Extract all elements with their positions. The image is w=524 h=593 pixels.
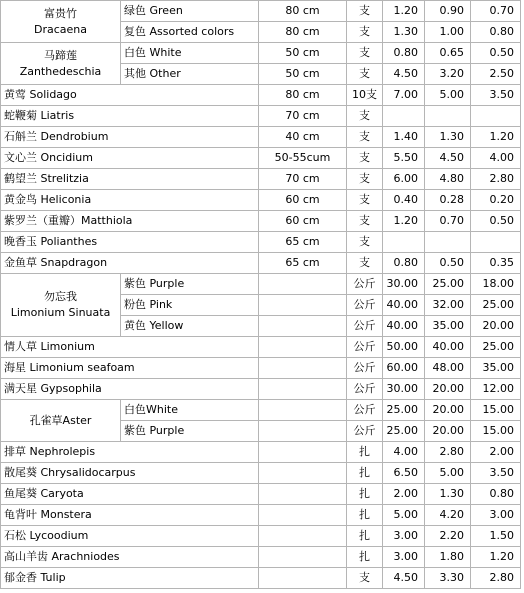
price-grade-2-cell	[425, 232, 471, 253]
stem-length-cell: 60 cm	[259, 190, 347, 211]
stem-length-cell	[259, 379, 347, 400]
price-grade-3-cell: 12.00	[471, 379, 521, 400]
stem-length-cell	[259, 337, 347, 358]
table-row	[1, 400, 521, 421]
price-grade-2-cell: 20.00	[425, 400, 471, 421]
price-grade-1-cell: 25.00	[383, 400, 425, 421]
price-grade-2-cell: 3.20	[425, 64, 471, 85]
table-row	[1, 190, 521, 211]
price-grade-2-cell: 48.00	[425, 358, 471, 379]
flower-name-cell: 散尾葵 Chrysalidocarpus	[1, 463, 259, 484]
price-grade-1-cell: 1.30	[383, 22, 425, 43]
price-grade-3-cell: 0.80	[471, 22, 521, 43]
color-variant-cell: 白色 White	[121, 43, 259, 64]
price-grade-1-cell: 40.00	[383, 295, 425, 316]
flower-name-cell	[1, 274, 121, 337]
price-grade-3-cell: 3.50	[471, 463, 521, 484]
unit-cell: 扎	[347, 463, 383, 484]
price-grade-1-cell: 6.50	[383, 463, 425, 484]
flower-name-cell: 郁金香 Tulip	[1, 568, 259, 589]
price-grade-2-cell: 4.80	[425, 169, 471, 190]
flower-name-cell: 情人草 Limonium	[1, 337, 259, 358]
flower-chinese-name: 孔雀草Aster	[29, 413, 92, 427]
unit-cell: 支	[347, 148, 383, 169]
price-grade-1-cell: 40.00	[383, 316, 425, 337]
unit-cell: 支	[347, 1, 383, 22]
price-grade-3-cell	[471, 232, 521, 253]
unit-cell: 支	[347, 43, 383, 64]
price-grade-1-cell: 30.00	[383, 379, 425, 400]
price-grade-1-cell: 1.40	[383, 127, 425, 148]
price-grade-2-cell: 3.30	[425, 568, 471, 589]
price-grade-2-cell: 25.00	[425, 274, 471, 295]
unit-cell: 支	[347, 190, 383, 211]
flower-chinese-name: 马蹄莲	[44, 48, 77, 62]
color-variant-cell: 复色 Assorted colors	[121, 22, 259, 43]
unit-cell: 支	[347, 169, 383, 190]
price-grade-3-cell: 0.70	[471, 1, 521, 22]
flower-name-cell: 鱼尾葵 Caryota	[1, 484, 259, 505]
price-grade-1-cell: 50.00	[383, 337, 425, 358]
price-grade-2-cell: 4.20	[425, 505, 471, 526]
price-grade-3-cell: 20.00	[471, 316, 521, 337]
stem-length-cell: 40 cm	[259, 127, 347, 148]
price-grade-3-cell: 2.00	[471, 442, 521, 463]
unit-cell: 支	[347, 22, 383, 43]
flower-name-cell: 黄金鸟 Heliconia	[1, 190, 259, 211]
color-variant-cell: 紫色 Purple	[121, 421, 259, 442]
stem-length-cell	[259, 484, 347, 505]
price-grade-3-cell: 25.00	[471, 295, 521, 316]
stem-length-cell	[259, 568, 347, 589]
price-grade-1-cell: 4.50	[383, 568, 425, 589]
price-grade-3-cell: 3.50	[471, 85, 521, 106]
unit-cell: 扎	[347, 526, 383, 547]
price-grade-1-cell: 2.00	[383, 484, 425, 505]
price-grade-2-cell: 5.00	[425, 463, 471, 484]
price-grade-3-cell: 0.35	[471, 253, 521, 274]
table-row	[1, 505, 521, 526]
stem-length-cell	[259, 274, 347, 295]
color-variant-cell: 白色White	[121, 400, 259, 421]
price-grade-1-cell: 3.00	[383, 526, 425, 547]
flower-name-cell: 高山羊齿 Arachniodes	[1, 547, 259, 568]
price-grade-3-cell: 0.20	[471, 190, 521, 211]
stem-length-cell	[259, 463, 347, 484]
flower-name-cell: 蛇鞭菊 Liatris	[1, 106, 259, 127]
price-grade-2-cell: 4.50	[425, 148, 471, 169]
unit-cell: 支	[347, 253, 383, 274]
price-grade-1-cell: 0.40	[383, 190, 425, 211]
price-grade-1-cell: 4.00	[383, 442, 425, 463]
price-grade-2-cell: 2.20	[425, 526, 471, 547]
price-grade-1-cell: 3.00	[383, 547, 425, 568]
table-row	[1, 484, 521, 505]
flower-name-cell: 满天星 Gypsophila	[1, 379, 259, 400]
price-grade-2-cell: 0.65	[425, 43, 471, 64]
unit-cell: 支	[347, 568, 383, 589]
price-grade-2-cell: 1.30	[425, 484, 471, 505]
price-grade-1-cell: 25.00	[383, 421, 425, 442]
stem-length-cell	[259, 442, 347, 463]
stem-length-cell: 50 cm	[259, 64, 347, 85]
table-row	[1, 232, 521, 253]
price-grade-1-cell: 30.00	[383, 274, 425, 295]
table-row	[1, 106, 521, 127]
color-variant-cell: 绿色 Green	[121, 1, 259, 22]
flower-name-cell: 排草 Nephrolepis	[1, 442, 259, 463]
flower-name-cell: 紫罗兰（重瓣）Matthiola	[1, 211, 259, 232]
stem-length-cell	[259, 316, 347, 337]
stem-length-cell: 80 cm	[259, 22, 347, 43]
price-grade-3-cell: 2.80	[471, 568, 521, 589]
price-grade-1-cell: 6.00	[383, 169, 425, 190]
table-row	[1, 85, 521, 106]
stem-length-cell: 70 cm	[259, 169, 347, 190]
color-variant-cell: 粉色 Pink	[121, 295, 259, 316]
flower-name-cell: 石斛兰 Dendrobium	[1, 127, 259, 148]
stem-length-cell: 50-55cum	[259, 148, 347, 169]
flower-name-cell	[1, 1, 121, 43]
price-grade-3-cell: 35.00	[471, 358, 521, 379]
unit-cell: 扎	[347, 442, 383, 463]
flower-latin-name: Limonium Sinuata	[10, 306, 111, 319]
table-row	[1, 43, 521, 64]
unit-cell: 扎	[347, 505, 383, 526]
table-row	[1, 526, 521, 547]
unit-cell: 扎	[347, 484, 383, 505]
price-grade-3-cell: 4.00	[471, 148, 521, 169]
price-grade-1-cell: 4.50	[383, 64, 425, 85]
flower-chinese-name: 勿忘我	[44, 290, 77, 303]
color-variant-cell: 黄色 Yellow	[121, 316, 259, 337]
stem-length-cell	[259, 505, 347, 526]
stem-length-cell: 65 cm	[259, 232, 347, 253]
price-grade-1-cell	[383, 106, 425, 127]
table-row	[1, 379, 521, 400]
stem-length-cell	[259, 526, 347, 547]
unit-cell: 支	[347, 127, 383, 148]
flower-name-cell: 龟背叶 Monstera	[1, 505, 259, 526]
table-row	[1, 547, 521, 568]
price-grade-3-cell: 0.50	[471, 211, 521, 232]
flower-latin-name: Zanthedeschia	[19, 64, 102, 78]
stem-length-cell: 70 cm	[259, 106, 347, 127]
flower-name-cell	[1, 400, 121, 442]
unit-cell: 扎	[347, 547, 383, 568]
unit-cell: 公斤	[347, 358, 383, 379]
price-grade-2-cell: 2.80	[425, 442, 471, 463]
price-grade-3-cell: 18.00	[471, 274, 521, 295]
table-row	[1, 211, 521, 232]
price-grade-1-cell: 0.80	[383, 253, 425, 274]
price-grade-2-cell: 1.30	[425, 127, 471, 148]
table-row	[1, 1, 521, 22]
price-grade-3-cell: 1.20	[471, 547, 521, 568]
stem-length-cell	[259, 421, 347, 442]
unit-cell: 10支	[347, 85, 383, 106]
flower-name-cell: 石松 Lycoodium	[1, 526, 259, 547]
price-grade-1-cell: 5.50	[383, 148, 425, 169]
stem-length-cell	[259, 358, 347, 379]
unit-cell: 公斤	[347, 274, 383, 295]
unit-cell: 支	[347, 232, 383, 253]
price-grade-3-cell: 2.50	[471, 64, 521, 85]
unit-cell: 公斤	[347, 337, 383, 358]
price-grade-3-cell: 1.20	[471, 127, 521, 148]
stem-length-cell: 80 cm	[259, 85, 347, 106]
table-body	[1, 1, 521, 589]
price-grade-3-cell: 3.00	[471, 505, 521, 526]
unit-cell: 公斤	[347, 316, 383, 337]
price-grade-2-cell: 0.90	[425, 1, 471, 22]
price-grade-1-cell: 0.80	[383, 43, 425, 64]
price-grade-3-cell	[471, 106, 521, 127]
unit-cell: 公斤	[347, 421, 383, 442]
price-grade-2-cell: 0.70	[425, 211, 471, 232]
stem-length-cell	[259, 547, 347, 568]
stem-length-cell: 60 cm	[259, 211, 347, 232]
flower-name-cell: 文心兰 Oncidium	[1, 148, 259, 169]
color-variant-cell: 紫色 Purple	[121, 274, 259, 295]
table-row	[1, 442, 521, 463]
price-grade-2-cell: 1.00	[425, 22, 471, 43]
price-grade-3-cell: 1.50	[471, 526, 521, 547]
price-grade-2-cell: 0.50	[425, 253, 471, 274]
price-grade-3-cell: 15.00	[471, 421, 521, 442]
unit-cell: 支	[347, 64, 383, 85]
stem-length-cell: 65 cm	[259, 253, 347, 274]
unit-cell: 公斤	[347, 400, 383, 421]
stem-length-cell	[259, 295, 347, 316]
table-row	[1, 148, 521, 169]
unit-cell: 支	[347, 106, 383, 127]
table-row	[1, 274, 521, 295]
flower-name-cell: 金鱼草 Snapdragon	[1, 253, 259, 274]
flower-latin-name: Dracaena	[33, 22, 87, 36]
stem-length-cell	[259, 400, 347, 421]
price-grade-3-cell: 25.00	[471, 337, 521, 358]
color-variant-cell: 其他 Other	[121, 64, 259, 85]
table-row	[1, 463, 521, 484]
flower-name-cell: 晚香玉 Polianthes	[1, 232, 259, 253]
price-grade-2-cell: 35.00	[425, 316, 471, 337]
price-grade-1-cell: 1.20	[383, 211, 425, 232]
price-grade-2-cell: 32.00	[425, 295, 471, 316]
table-row	[1, 127, 521, 148]
price-grade-2-cell: 5.00	[425, 85, 471, 106]
price-grade-1-cell: 1.20	[383, 1, 425, 22]
price-grade-3-cell: 0.80	[471, 484, 521, 505]
flower-name-cell: 黄莺 Solidago	[1, 85, 259, 106]
price-grade-3-cell: 0.50	[471, 43, 521, 64]
table-row	[1, 568, 521, 589]
flower-name-cell: 鹤望兰 Strelitzia	[1, 169, 259, 190]
price-grade-3-cell: 15.00	[471, 400, 521, 421]
flower-name-cell	[1, 43, 121, 85]
price-grade-2-cell: 0.28	[425, 190, 471, 211]
unit-cell: 支	[347, 211, 383, 232]
flower-name-cell: 海星 Limonium seafoam	[1, 358, 259, 379]
unit-cell: 公斤	[347, 379, 383, 400]
table-row	[1, 337, 521, 358]
price-grade-1-cell	[383, 232, 425, 253]
stem-length-cell: 50 cm	[259, 43, 347, 64]
price-grade-2-cell: 1.80	[425, 547, 471, 568]
price-grade-2-cell: 20.00	[425, 421, 471, 442]
price-grade-2-cell	[425, 106, 471, 127]
stem-length-cell: 80 cm	[259, 1, 347, 22]
flower-chinese-name: 富贵竹	[44, 6, 77, 20]
table-row	[1, 358, 521, 379]
price-grade-1-cell: 7.00	[383, 85, 425, 106]
unit-cell: 公斤	[347, 295, 383, 316]
table-row	[1, 169, 521, 190]
price-grade-1-cell: 60.00	[383, 358, 425, 379]
price-grade-1-cell: 5.00	[383, 505, 425, 526]
table-row	[1, 253, 521, 274]
price-grade-2-cell: 40.00	[425, 337, 471, 358]
price-grade-3-cell: 2.80	[471, 169, 521, 190]
price-grade-2-cell: 20.00	[425, 379, 471, 400]
